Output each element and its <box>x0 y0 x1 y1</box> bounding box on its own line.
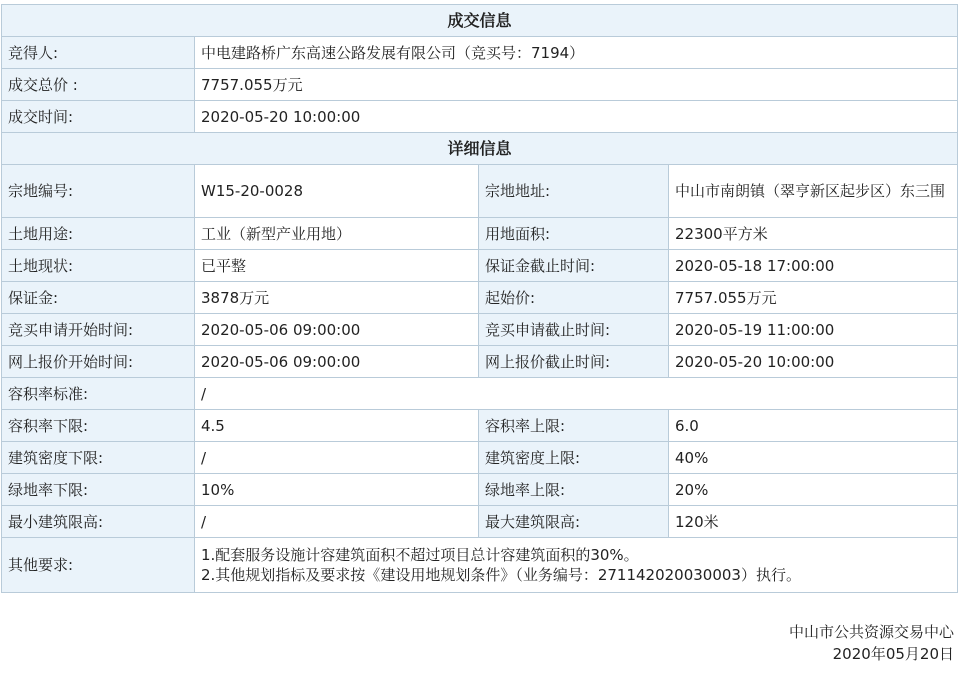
cell-value: 2020-05-06 09:00:00 <box>195 314 479 346</box>
cell-value: 4.5 <box>195 410 479 442</box>
table-row <box>2 101 958 133</box>
cell-value: 22300平方米 <box>669 218 958 250</box>
cell-label: 网上报价截止时间: <box>479 346 669 378</box>
other-requirements-value <box>195 538 958 593</box>
cell-value: / <box>195 506 479 538</box>
cell-value: 工业（新型产业用地） <box>195 218 479 250</box>
other-requirement-line: 1.配套服务设施计容建筑面积不超过项目总计容建筑面积的30%。 <box>201 546 639 564</box>
table-row <box>2 69 958 101</box>
table-row <box>2 442 958 474</box>
other-requirements-label: 其他要求: <box>2 538 195 593</box>
info-table <box>1 4 958 593</box>
cell-label: 用地面积: <box>479 218 669 250</box>
cell-value: W15-20-0028 <box>195 165 479 218</box>
footer-date: 2020年05月20日 <box>832 645 954 663</box>
cell-label: 最小建筑限高: <box>2 506 195 538</box>
cell-label: 容积率下限: <box>2 410 195 442</box>
cell-value: 2020-05-06 09:00:00 <box>195 346 479 378</box>
cell-label: 宗地地址: <box>479 165 669 218</box>
cell-value: / <box>195 442 479 474</box>
table-row <box>2 165 958 218</box>
table-row <box>2 378 958 410</box>
cell-label: 宗地编号: <box>2 165 195 218</box>
price-label: 成交总价 : <box>2 69 195 101</box>
cell-label: 最大建筑限高: <box>479 506 669 538</box>
cell-label: 竞买申请开始时间: <box>2 314 195 346</box>
cell-value: 40% <box>669 442 958 474</box>
cell-label: 竞买申请截止时间: <box>479 314 669 346</box>
winner-label: 竞得人: <box>2 37 195 69</box>
table-row <box>2 346 958 378</box>
cell-value: 2020-05-18 17:00:00 <box>669 250 958 282</box>
time-value: 2020-05-20 10:00:00 <box>195 101 958 133</box>
cell-value: 6.0 <box>669 410 958 442</box>
cell-label: 容积率上限: <box>479 410 669 442</box>
cell-label: 绿地率上限: <box>479 474 669 506</box>
time-label: 成交时间: <box>2 101 195 133</box>
deal-section-header <box>2 5 958 37</box>
cell-label: 土地用途: <box>2 218 195 250</box>
winner-value: 中电建路桥广东高速公路发展有限公司（竞买号：7194） <box>195 37 958 69</box>
cell-label: 起始价: <box>479 282 669 314</box>
cell-label: 绿地率下限: <box>2 474 195 506</box>
cell-label: 建筑密度下限: <box>2 442 195 474</box>
table-row <box>2 218 958 250</box>
deal-title: 成交信息 <box>2 5 958 37</box>
cell-value: 2020-05-19 11:00:00 <box>669 314 958 346</box>
table-row <box>2 538 958 593</box>
footer <box>789 621 954 665</box>
table-row <box>2 506 958 538</box>
table-row <box>2 37 958 69</box>
cell-value: 20% <box>669 474 958 506</box>
cell-value: 中山市南朗镇（翠亨新区起步区）东三围 <box>669 165 958 218</box>
table-row <box>2 250 958 282</box>
cell-label: 土地现状: <box>2 250 195 282</box>
table-row <box>2 314 958 346</box>
cell-label: 网上报价开始时间: <box>2 346 195 378</box>
detail-title: 详细信息 <box>2 133 958 165</box>
cell-label: 保证金: <box>2 282 195 314</box>
table-row <box>2 410 958 442</box>
cell-value: 2020-05-20 10:00:00 <box>669 346 958 378</box>
cell-value: 7757.055万元 <box>669 282 958 314</box>
far-standard-value: / <box>195 378 958 410</box>
far-standard-label: 容积率标准: <box>2 378 195 410</box>
detail-section-header <box>2 133 958 165</box>
footer-org: 中山市公共资源交易中心 <box>788 623 954 641</box>
cell-label: 保证金截止时间: <box>479 250 669 282</box>
cell-value: 120米 <box>669 506 958 538</box>
cell-label: 建筑密度上限: <box>479 442 669 474</box>
cell-value: 已平整 <box>195 250 479 282</box>
cell-value: 10% <box>195 474 479 506</box>
table-row <box>2 282 958 314</box>
price-value: 7757.055万元 <box>195 69 958 101</box>
cell-value: 3878万元 <box>195 282 479 314</box>
table-row <box>2 474 958 506</box>
other-requirement-line: 2.其他规划指标及要求按《建设用地规划条件》（业务编号：271142020030003）执行。 <box>201 566 801 584</box>
